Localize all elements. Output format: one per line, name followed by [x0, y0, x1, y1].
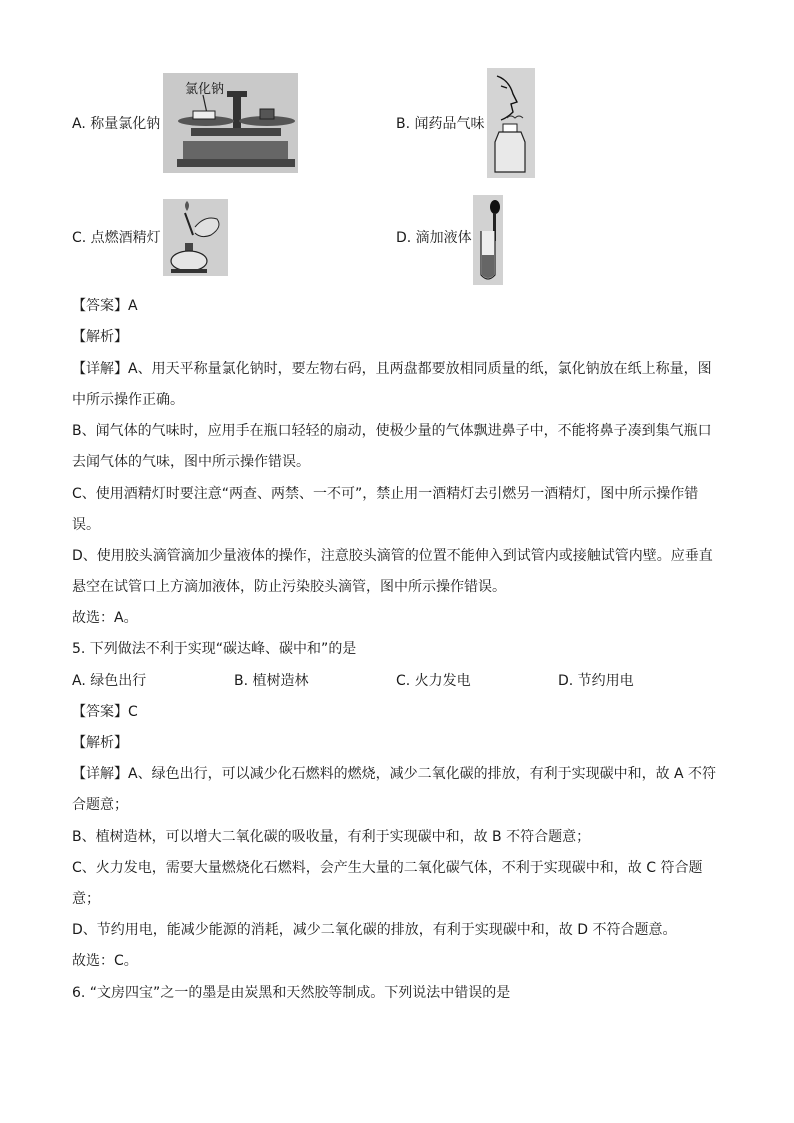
balance-scale-image: [163, 73, 298, 173]
q5-option-c: C. 火力发电: [396, 673, 471, 689]
q5-detail-a-line2: 合题意；: [72, 797, 128, 813]
q4-detail-d-line2: 悬空在试管口上方滴加液体，防止污染胶头滴管，图中所示操作错误。: [72, 579, 506, 595]
q5-detail-b: B、植树造林，可以增大二氧化碳的吸收量，有利于实现碳中和，故 B 不符合题意；: [72, 829, 591, 845]
q4-answer: 【答案】A: [72, 298, 138, 314]
q5-detail-a-line1: 【详解】A、绿色出行，可以减少化石燃料的燃烧，减少二氧化碳的排放，有利于实现碳中和，故 A 不符: [72, 766, 717, 782]
q5-option-d: D. 节约用电: [558, 673, 634, 689]
q5-detail-c-line1: C、火力发电，需要大量燃烧化石燃料，会产生大量的二氧化碳气体，不利于实现碳中和，故 C 符合题: [72, 860, 703, 876]
q4-detail-a-line1: 【详解】A、用天平称量氯化钠时，要左物右码，且两盘都要放相同质量的纸，氯化钠放在纸上称量，图: [72, 361, 712, 377]
q4-detail-b-line2: 去闻气体的气味，图中所示操作错误。: [72, 454, 310, 470]
option-b-label: B. 闻药品气味: [396, 116, 485, 132]
q4-detail-c-line1: C、使用酒精灯时要注意“两查、两禁、一不可”，禁止用一酒精灯去引燃另一酒精灯，图中所示操作错: [72, 486, 699, 502]
figure-caption-nacl: 氯化钠: [185, 82, 225, 97]
q5-stem: 5. 下列做法不利于实现“碳达峰、碳中和”的是: [72, 641, 357, 657]
q4-detail-c-line2: 误。: [72, 517, 100, 533]
option-c-label: C. 点燃酒精灯: [72, 230, 161, 246]
q5-analysis-heading: 【解析】: [72, 735, 128, 751]
q4-detail-a-line2: 中所示操作正确。: [72, 392, 184, 408]
q5-option-a: A. 绿色出行: [72, 673, 147, 689]
q4-choice: 故选：A。: [72, 610, 138, 626]
smelling-bottle-image: [487, 68, 535, 178]
alcohol-lamp-image: [163, 199, 228, 276]
option-a-label: A. 称量氯化钠: [72, 116, 161, 132]
dropper-tube-image: [473, 195, 503, 285]
q5-detail-c-line2: 意；: [72, 891, 100, 907]
option-d-label: D. 滴加液体: [396, 230, 472, 246]
q4-detail-d-line1: D、使用胶头滴管滴加少量液体的操作，注意胶头滴管的位置不能伸入到试管内或接触试管内壁。应垂直: [72, 548, 713, 564]
q6-stem: 6. “文房四宝”之一的墨是由炭黑和天然胶等制成。下列说法中错误的是: [72, 985, 511, 1001]
q4-analysis-heading: 【解析】: [72, 329, 128, 345]
q5-option-b: B. 植树造林: [234, 673, 309, 689]
q4-detail-b-line1: B、闻气体的气味时，应用手在瓶口轻轻的扇动，使极少量的气体飘进鼻子中，不能将鼻子凑到集气瓶口: [72, 423, 712, 439]
q5-answer: 【答案】C: [72, 704, 138, 720]
q5-choice: 故选：C。: [72, 953, 138, 969]
q5-detail-d: D、节约用电，能减少能源的消耗，减少二氧化碳的排放，有利于实现碳中和，故 D 不符合题意。: [72, 922, 677, 938]
